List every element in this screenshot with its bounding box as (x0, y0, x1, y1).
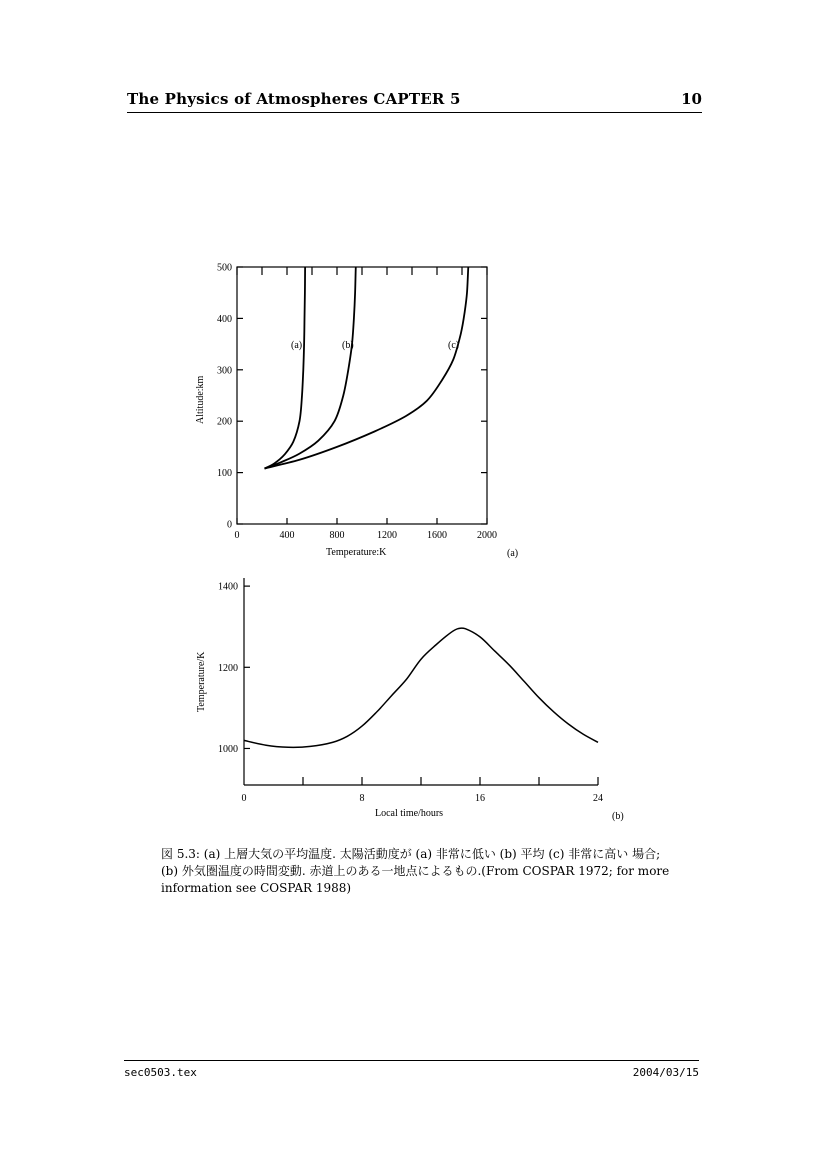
plot-a-x-tick-label: 1600 (427, 530, 447, 541)
plot-b-y-tick-label: 1000 (218, 743, 238, 755)
plot-a-y-tick-label: 500 (217, 262, 232, 274)
plot-a-y-tick-label: 100 (217, 468, 232, 480)
plot-a-x-tick-label: 0 (234, 530, 240, 541)
plot-a-x-tick-label: 2000 (477, 530, 497, 541)
plot-a-series-1 (265, 267, 356, 469)
plot-b-tick-labels (218, 582, 603, 804)
plot-b-curve (244, 628, 598, 747)
plot-b-y-tick-label: 1200 (218, 662, 238, 674)
page-number: 10 (681, 90, 702, 108)
plot-a-x-tick-label: 800 (329, 530, 345, 541)
footer-date: 2004/03/15 (632, 1066, 699, 1079)
plot-b-x-tick-label: 8 (359, 793, 365, 804)
curve-label-b: (b) (342, 340, 354, 351)
plot-b-y-tick-label: 1400 (218, 581, 238, 593)
plot-a-y-tick-label: 0 (227, 519, 232, 531)
panel-label-b: (b) (612, 811, 624, 822)
plot-a-x-tick-label: 1200 (377, 530, 397, 541)
caption-line-1: 図 5.3: (a) 上層大気の平均温度. 太陽活動度が (a) 非常に低い (b) 平均 (c) 非常に高い 場合; (161, 847, 661, 861)
page-footer (124, 1060, 699, 1079)
plot-a-y-tick-label: 400 (217, 313, 232, 325)
plot-a-xlabel: Temperature:K (326, 547, 387, 558)
plot-a-curves (265, 267, 469, 469)
plot-a-frame (237, 267, 487, 524)
figure-caption (161, 846, 671, 897)
curve-label-a: (a) (291, 340, 303, 351)
plot-b-ylabel: Temperature/K (196, 651, 207, 712)
caption-line-2: (b) 外気圏温度の時間変動. 赤道上のある一地点によるもの.(From COSPAR 1972; for more (161, 864, 670, 878)
plot-a-y-tick-label: 200 (217, 416, 232, 428)
caption-line-3: information see COSPAR 1988) (161, 881, 352, 895)
curve-label-c: (c) (448, 340, 460, 351)
plot-b-x-tick-label: 24 (593, 793, 603, 804)
plot-a-ticks (237, 267, 487, 524)
plot-a-ylabel: Altitude:km (195, 375, 206, 424)
panel-label-a: (a) (507, 548, 519, 559)
running-title: The Physics of Atmospheres CAPTER 5 (127, 90, 461, 108)
plot-b-x-tick-label: 16 (475, 793, 485, 804)
plot-b-ticks (244, 586, 598, 785)
plot-b-xlabel: Local time/hours (375, 808, 444, 819)
plot-a-tick-labels (217, 263, 497, 542)
plot-b-x-tick-label: 0 (241, 793, 247, 804)
plot-a-x-tick-label: 400 (279, 530, 295, 541)
plot-a-y-tick-label: 300 (217, 365, 232, 377)
plot-a-series-0 (265, 267, 306, 469)
plot-b-series-0 (244, 628, 598, 747)
source-filename: sec0503.tex (124, 1066, 197, 1079)
